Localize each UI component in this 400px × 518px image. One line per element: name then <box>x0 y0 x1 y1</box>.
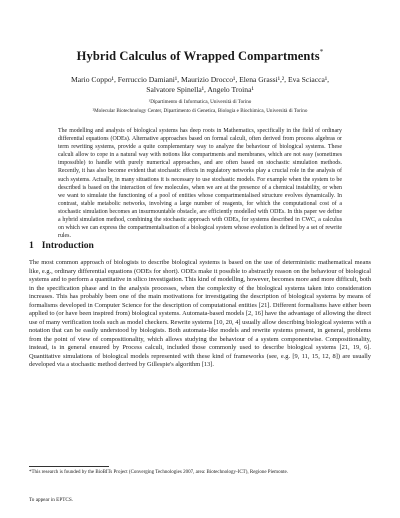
section-title: Introduction <box>41 240 94 251</box>
paper-title <box>0 48 400 64</box>
affiliations <box>40 98 360 116</box>
author-list <box>55 75 345 95</box>
title-text: Hybrid Calculus of Wrapped Compartments <box>76 49 320 63</box>
abstract: The modelling and analysis of biological systems has deep roots in Mathematics, specifically in the field of ordinary differential equations (ODEs). Alternative approaches based on formal calculi, often derived from process algebras or term rewriting systems, provide a quite complementary way to analyze the behaviour of biological systems. These calculi allow to cope in a natural way with notions like compartments and membranes, which are not easy (sometimes impossible) to handle with purely numerical approaches, and are often based on stochastic simulation methods. Recently, it has also become evident that stochastic effects in regulatory networks play a crucial role in the analysis of such systems. Actually, in many situations it is necessary to use stochastic models. For example when the system to be described is based on the interaction of few molecules, when we are at the presence of a chemical instability, or when we want to simulate the functioning of a pool of entities whose compartmentalised structure evolves dynamically. In contrast, stable metabolic networks, involving a large number of reagents, for which the computational cost of a stochastic simulation becomes an insurmountable obstacle, are efficiently modelled with ODEs. In this paper we define a hybrid simulation method, combining the stochastic approach with ODEs, for systems described in CWC, a calculus on which we can express the compartmentalisation of a biological system whose evolution is defined by a set of rewrite rules. <box>58 128 342 240</box>
footnote: *This research is founded by the BioBITs Project (Converging Technologies 2007, area: Biotechnology-ICT), Regione Piemonte. <box>29 470 288 475</box>
section-number: 1 <box>29 240 34 251</box>
publication-note: To appear in EPTCS. <box>29 497 74 503</box>
title-footnote-mark: * <box>319 48 324 56</box>
authors-line-1: Mario Coppo¹, Ferruccio Damiani¹, Maurizio Drocco¹, Elena Grassi¹,², Eva Sciacca¹, <box>70 75 330 84</box>
affiliation-2: ²Molecular Biotechnology Center, Dipartimento di Genetica, Biologia e Biochimica, Università di Torino <box>92 108 308 114</box>
section-heading-introduction <box>29 240 94 251</box>
introduction-paragraph: The most common approach of biologists to describe biological systems is based on the use of deterministic mathematical means like, e.g., ordinary differential equations (ODEs for short). ODEs make it possible to abstractly reason on the behaviour of biological systems and to perform a quantitative in silico investigation. This kind of modelling, however, becomes more and more difficult, both in the specification phase and in the analysis processes, when the complexity of the biological systems taken into consideration increases. This has probably been one of the main motivations for investigating the description of biological systems by means of formalisms developed in Computer Science for the description of computational entities [21]. Different formalisms have either been applied to (or have been inspired from) biological systems. Automata-based models [2, 16] have the advantage of allowing the direct use of many verification tools such as model checkers. Rewrite systems [10, 20, 4] usually allow describing biological systems with a notation that can be easily understood by biologists. Both automata-like models and rewrite systems present, in general, problems from the point of view of compositionality, which allows studying the behaviour of a system componentwise. Compositionality, instead, is in general ensured by Process calculi, included those commonly used to describe biological systems [21, 19, 6]. Quantitative simulations of biological models represented with these kind of frameworks (see, e.g. [9, 11, 15, 12, 8]) are usually developed via a stochastic method derived by Gillespie's algorithm [13]. <box>29 259 372 368</box>
affiliation-1: ¹Dipartimento di Informatica, Università di Torino <box>148 99 252 105</box>
authors-line-2: Salvatore Spinella¹, Angelo Troina¹ <box>146 85 254 94</box>
footnote-divider <box>29 466 109 467</box>
